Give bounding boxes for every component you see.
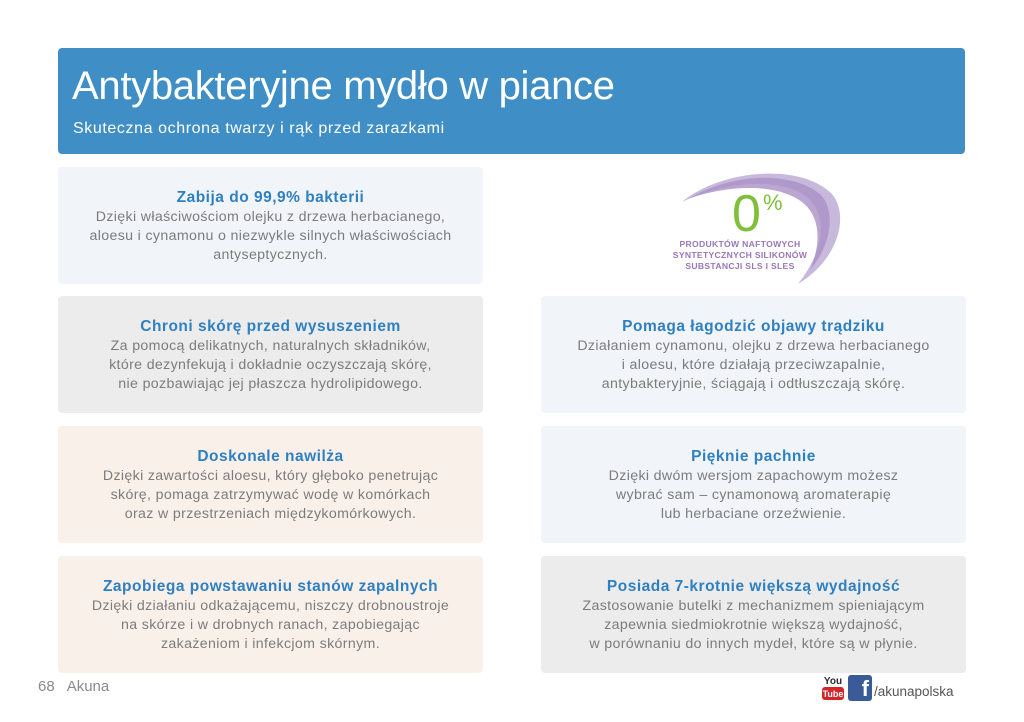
badge-unit: %	[763, 190, 783, 215]
badge-value: 0	[732, 185, 761, 243]
feature-card-moisture-protection	[58, 296, 483, 413]
feature-card-efficiency	[541, 556, 966, 673]
page-subtitle: Skuteczna ochrona twarzy i rąk przed zarazkami	[73, 120, 445, 137]
feature-card-hydration	[58, 426, 483, 543]
facebook-icon[interactable]	[848, 675, 872, 701]
page-title: Antybakteryjne mydło w piance	[72, 64, 615, 108]
badge-line: SUBSTANCJI SLS I SLES	[685, 261, 795, 271]
feature-card-acne	[541, 296, 966, 413]
card-title: Posiada 7-krotnie większą wydajność	[606, 578, 901, 595]
card-title: Chroni skórę przed wysuszeniem	[140, 318, 401, 335]
brand-name: Akuna	[66, 678, 110, 695]
page-number: 68	[38, 678, 55, 695]
card-title: Zabija do 99,9% bakterii	[176, 189, 365, 206]
feature-card-scent	[541, 426, 966, 543]
badge-line: PRODUKTÓW NAFTOWYCH	[679, 239, 801, 249]
youtube-top-text: You	[823, 676, 843, 687]
card-title: Pomaga łagodzić objawy trądziku	[622, 318, 885, 335]
social-handle[interactable]: /akunapolska	[874, 684, 954, 699]
card-body: Dzięki dwóm wersjom zapachowym możesz wybrać sam – cynamonową aromaterapię lub herbaciane orzeźwienie.	[608, 468, 899, 522]
card-body: Dzięki zawartości aloesu, który głęboko penetrując skórę, pomaga zatrzymywać wodę w komórkach oraz w przestrzeniach międzykomórkowych.	[102, 468, 439, 522]
youtube-bottom-text: Tube	[822, 689, 844, 699]
page-footer	[38, 678, 109, 695]
badge-line: SYNTETYCZNYCH SILIKONÓW	[672, 250, 808, 260]
feature-card-antibacterial	[58, 167, 483, 284]
card-title: Pięknie pachnie	[691, 448, 816, 465]
card-title: Zapobiega powstawaniu stanów zapalnych	[102, 578, 439, 595]
card-body: Dzięki właściwościom olejku z drzewa herbacianego, aloesu i cynamonu o niezwykle silnych właściwościach antyseptycznych.	[89, 209, 452, 263]
card-body: Za pomocą delikatnych, naturalnych składników, które dezynfekują i dokładnie oczyszczają skórę, nie pozbawiając jej płaszcza hydrolipidowego.	[109, 338, 432, 392]
page-header	[58, 48, 965, 154]
facebook-letter: f	[861, 676, 869, 701]
card-title: Doskonale nawilża	[197, 448, 344, 465]
card-body: Zastosowanie butelki z mechanizmem spieniającym zapewnia siedmiokrotnie większą wydajność, w porównaniu do innych mydeł, które są w płynie.	[582, 598, 925, 652]
youtube-icon[interactable]	[822, 674, 844, 701]
zero-percent-badge	[660, 164, 850, 290]
card-body: Dzięki działaniu odkażającemu, niszczy drobnoustroje na skórze i w drobnych ranach, zapobiegając zakażeniom i infekcjom skórnym.	[91, 598, 450, 652]
card-body: Działaniem cynamonu, olejku z drzewa herbacianego i aloesu, które działają przeciwzapalnie, antybakteryjnie, ściągają i odtłuszczają skórę.	[577, 338, 930, 392]
feature-card-inflammation	[58, 556, 483, 673]
